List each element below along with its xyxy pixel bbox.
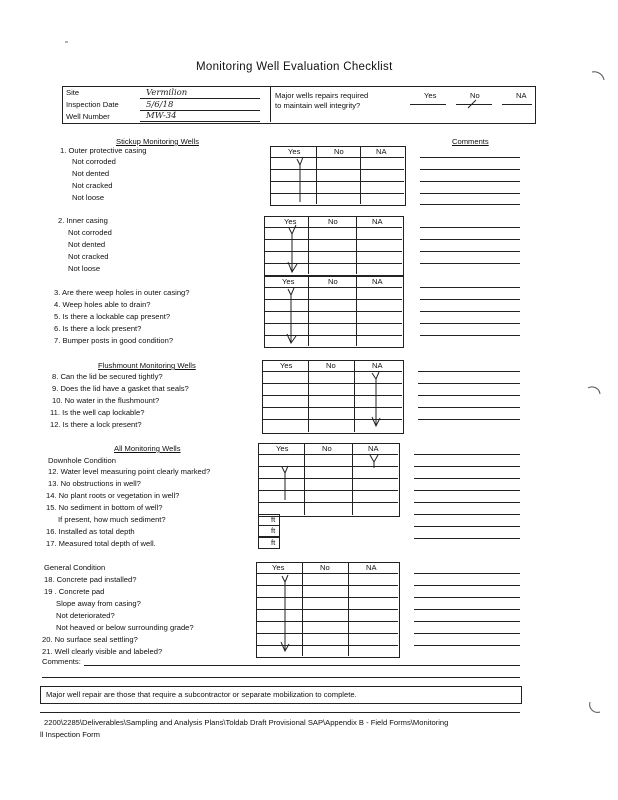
well-number-value: MW-34 [146, 111, 177, 121]
q11-label: 11. Is the well cap lockable? [50, 408, 145, 417]
header-col-na: NA [516, 91, 527, 100]
q20-label: 20. No surface seal settling? [42, 635, 138, 644]
all-wells-heading: All Monitoring Wells [114, 444, 181, 453]
q2-item-loose: Not loose [68, 264, 101, 273]
all-na-check [370, 455, 378, 468]
q2-label: 2. Inner casing [58, 216, 108, 225]
hole-punch-mark [592, 72, 604, 80]
q2-item-corroded: Not corroded [68, 228, 112, 237]
inspection-date-value: 5/6/18 [146, 100, 174, 110]
all-col-yes: Yes [276, 444, 289, 453]
q9-label: 9. Does the lid have a gasket that seals? [52, 384, 189, 393]
q1-item-corroded: Not corroded [72, 157, 116, 166]
q10-label: 10. No water in the flushmount? [52, 396, 160, 405]
q21-label: 21. Well clearly visible and labeled? [42, 647, 163, 656]
q12-flush-label: 12. Is there a lock present? [50, 420, 142, 429]
all-yes-check [282, 466, 288, 500]
q1-item-dented: Not dented [72, 169, 110, 178]
q19-label: 19 . Concrete pad [44, 587, 105, 596]
footnote-text: Major well repair are those that require a subcontractor or separate mobilization to complete. [46, 690, 357, 699]
grid2-col-no: No [328, 217, 338, 226]
general-col-yes: Yes [272, 563, 285, 572]
measured-depth-ft-unit: ft [271, 538, 276, 547]
q2-item-cracked: Not cracked [68, 252, 109, 261]
grid1-col-no: No [334, 147, 344, 156]
q18-label: 18. Concrete pad installed? [44, 575, 137, 584]
general-heading: General Condition [44, 563, 106, 572]
q1-label: 1. Outer protective casing [60, 146, 147, 155]
q7-label: 7. Bumper posts in good condition? [54, 336, 174, 345]
grid3-col-yes: Yes [282, 277, 295, 286]
major-repairs-question-2: to maintain well integrity? [275, 101, 361, 110]
stickup-heading: Stickup Monitoring Wells [116, 137, 200, 146]
flush-col-na: NA [372, 361, 383, 370]
q19c-label: Not heaved or below surrounding grade? [56, 623, 194, 632]
flush-col-yes: Yes [280, 361, 293, 370]
grid1-col-na: NA [376, 147, 387, 156]
grid2-col-yes: Yes [284, 217, 297, 226]
downhole-heading: Downhole Condition [48, 456, 116, 465]
q1-item-cracked: Not cracked [72, 181, 113, 190]
hole-punch-mark [590, 702, 600, 712]
installed-depth-ft-unit: ft [271, 526, 276, 535]
flush-col-no: No [326, 361, 336, 370]
grid1-col-yes: Yes [288, 147, 301, 156]
q16-label: 16. Installed as total depth [46, 527, 135, 536]
q4-label: 4. Weep holes able to drain? [54, 300, 151, 309]
q15-label: 15. No sediment in bottom of well? [46, 503, 163, 512]
flushmount-heading: Flushmount Monitoring Wells [98, 361, 196, 370]
general-col-no: No [320, 563, 330, 572]
grid1-yes-check [297, 157, 303, 202]
header-col-yes: Yes [424, 91, 437, 100]
q19a-label: Slope away from casing? [56, 599, 141, 608]
hole-punch-mark [588, 387, 600, 394]
file-path-line-1: 2200\2285\Deliverables\Sampling and Analysis Plans\Toldab Draft Provisional SAP\Appendix B - Field Forms\Monitoring [44, 718, 449, 727]
page-title: Monitoring Well Evaluation Checklist [196, 61, 393, 73]
q8-label: 8. Can the lid be secured tightly? [52, 372, 163, 381]
sediment-ft-unit: ft [271, 515, 276, 524]
well-number-label: Well Number [66, 112, 110, 121]
general-yes-check [281, 575, 289, 651]
grid2-col-na: NA [372, 217, 383, 226]
q5-label: 5. Is there a lockable cap present? [54, 312, 171, 321]
all-col-na: NA [368, 444, 379, 453]
comments-label: Comments: [42, 657, 81, 666]
file-path-line-2: ll Inspection Form [40, 730, 100, 739]
site-label: Site [66, 88, 80, 97]
general-col-na: NA [366, 563, 377, 572]
grid3-yes-check [287, 288, 296, 343]
grid3-col-na: NA [372, 277, 383, 286]
header-no-check [468, 100, 476, 108]
q1-item-loose: Not loose [72, 193, 105, 202]
grid2-yes-check [288, 225, 297, 272]
grid3-col-no: No [328, 277, 338, 286]
all-col-no: No [322, 444, 332, 453]
major-repairs-question: Major wells repairs required [275, 91, 369, 100]
q13-label: 13. No obstructions in well? [48, 479, 141, 488]
q19b-label: Not deteriorated? [56, 611, 115, 620]
header-col-no: No [470, 91, 480, 100]
q15b-label: If present, how much sediment? [58, 515, 166, 524]
site-value: Vermilion [146, 88, 188, 98]
q14-label: 14. No plant roots or vegetation in well? [46, 491, 180, 500]
inspection-date-label: Inspection Date [66, 100, 119, 109]
comments-heading: Comments [452, 137, 489, 146]
q17-label: 17. Measured total depth of well. [46, 539, 156, 548]
q2-item-dented: Not dented [68, 240, 106, 249]
q12-label: 12. Water level measuring point clearly marked? [48, 467, 211, 476]
q3-label: 3. Are there weep holes in outer casing? [54, 288, 190, 297]
q6-label: 6. Is there a lock present? [54, 324, 142, 333]
flush-na-check [372, 372, 380, 426]
